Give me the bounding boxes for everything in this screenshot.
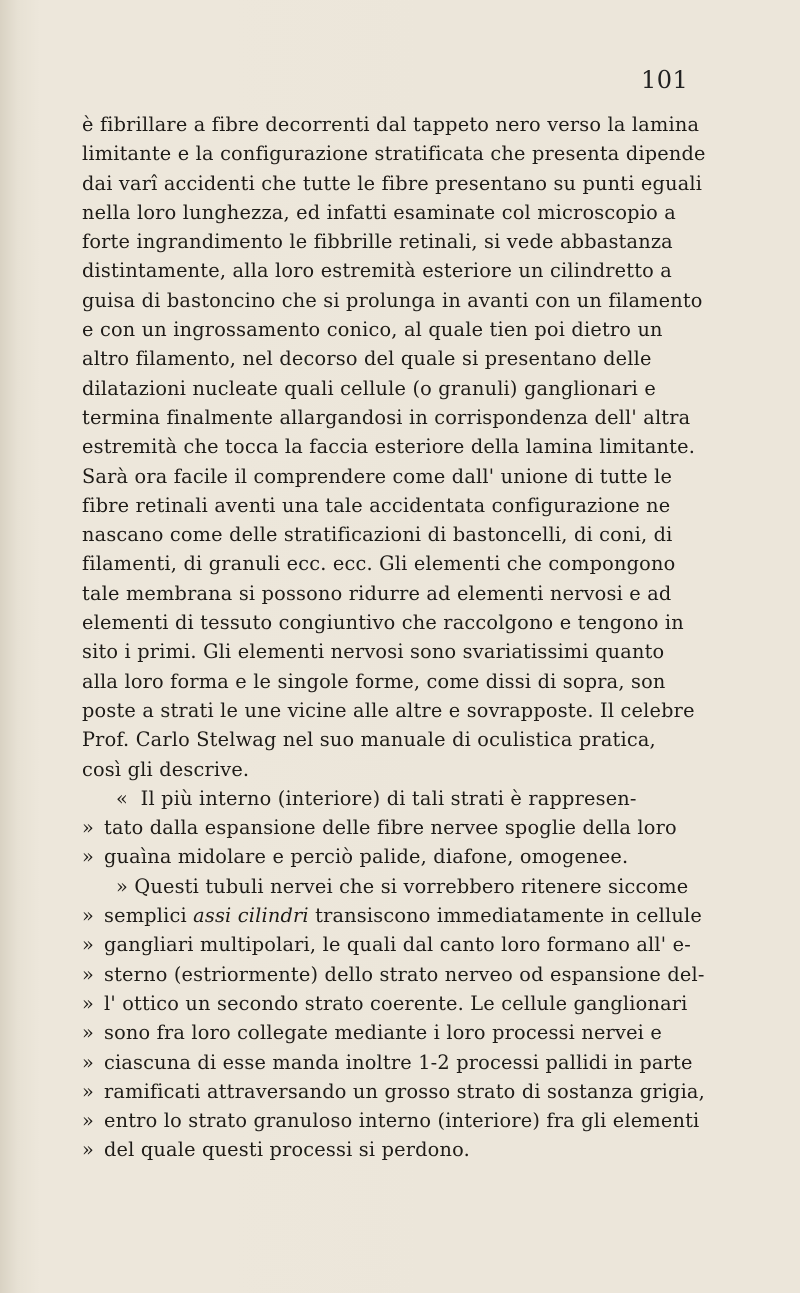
quote-line [82,813,772,842]
quote-text: ciascuna di esse manda inoltre 1-2 processi pallidi in parte [104,1050,693,1074]
text-line: termina finalmente allargandosi in corrispondenza dell' altra [82,405,691,429]
quote-text: del quale questi processi si perdono. [104,1138,470,1162]
quote-line [82,1135,772,1164]
quote-italic-text: assi cilindri [193,904,309,928]
quote-continue-mark: » [82,845,94,869]
quote-continue-mark: » [82,933,94,957]
page-number: 101 [641,66,689,94]
quote-continue-mark: » [82,1050,94,1074]
text-line: Sarà ora facile il comprendere come dall' unione di tutte le [82,464,673,488]
quote-continue-mark: » [82,816,94,840]
text-line: altro filamento, nel decorso del quale si presentano delle [82,347,652,371]
quote-line [82,784,772,813]
quote-text: ramificati attraversando un grosso strato di sostanza grigia, [104,1079,705,1103]
quote-text: gangliari multipolari, le quali dal canto loro formano all' e- [104,933,691,957]
text-line: estremità che tocca la faccia esteriore della lamina limitante. [82,435,696,459]
quote-text: Questi tubuli nervei che si vorrebbero ritenere siccome [134,874,689,898]
text-line: alla loro forma e le singole forme, come dissi di sopra, son [82,669,666,693]
quote-text: tato dalla espansione delle fibre nervee spoglie della loro [104,816,677,840]
quote-line [82,872,772,901]
quote-line [82,842,772,871]
quote-line [82,1048,772,1077]
quote-continue-mark: » [82,1138,94,1162]
text-line: Prof. Carlo Stelwag nel suo manuale di oculistica pratica, [82,728,656,752]
text-line: dai varî accidenti che tutte le fibre presentano su punti eguali [82,171,703,195]
text-line: sito i primi. Gli elementi nervosi sono svariatissimi quanto [82,640,665,664]
quote-line [82,960,772,989]
quote-line [82,1106,772,1135]
quote-text: guaìna midolare e perciò palide, diafone, omogenee. [104,845,629,869]
quote-line [82,930,772,959]
quote-continue-mark: » [82,962,94,986]
quote-continue-mark: » [82,991,94,1015]
quote-text: entro lo strato granuloso interno (interiore) fra gli elementi [104,1109,700,1133]
quote-line [82,989,772,1018]
quote-open-mark: « [116,786,128,810]
quote-text: l' ottico un secondo strato coerente. Le cellule ganglionari [104,991,688,1015]
body-text [82,110,772,1165]
text-line: limitante e la configurazione stratificata che presenta dipende [82,142,706,166]
text-line: tale membrana si possono ridurre ad elementi nervosi e ad [82,581,672,605]
text-line: forte ingrandimento le fibbrille retinali, si vede abbastanza [82,230,673,254]
quote-continue-mark: » [82,904,94,928]
quote-text: sono fra loro collegate mediante i loro processi nervei e [104,1021,662,1045]
text-line: è fibrillare a fibre decorrenti dal tappeto nero verso la lamina [82,113,700,136]
text-line: fibre retinali aventi una tale accidentata configurazione ne [82,493,671,517]
quote-line [82,1018,772,1047]
quote-text: Il più interno (interiore) di tali strati è rappresen- [140,786,637,810]
quote-continue-mark: » [82,1021,94,1045]
quote-continue-mark: » [82,1079,94,1103]
quote-text: sterno (estriormente) dello strato nerveo od espansione del- [104,962,705,986]
text-line: nella loro lunghezza, ed infatti esaminate col microscopio a [82,200,676,224]
text-line: filamenti, di granuli ecc. ecc. Gli elementi che compongono [82,552,676,576]
text-line: distintamente, alla loro estremità esteriore un cilindretto a [82,259,672,283]
text-line: nascano come delle stratificazioni di bastoncelli, di coni, di [82,523,673,547]
quote-text: transiscono immediatamente in cellule [308,904,702,928]
quote-text: semplici [104,904,194,928]
text-line: poste a strati le une vicine alle altre e sovrapposte. Il celebre [82,698,695,722]
quote-line [82,1077,772,1106]
text-line: dilatazioni nucleate quali cellule (o granuli) ganglionari e [82,376,656,400]
quote-line [82,901,772,930]
quote-continue-mark: » [82,1109,94,1133]
text-line: così gli descrive. [82,757,250,781]
text-line: e con un ingrossamento conico, al quale tien poi dietro un [82,318,663,342]
quote-continue-mark: » [116,874,128,898]
text-line: elementi di tessuto congiuntivo che raccolgono e tengono in [82,611,684,635]
text-line: guisa di bastoncino che si prolunga in avanti con un filamento [82,288,703,312]
